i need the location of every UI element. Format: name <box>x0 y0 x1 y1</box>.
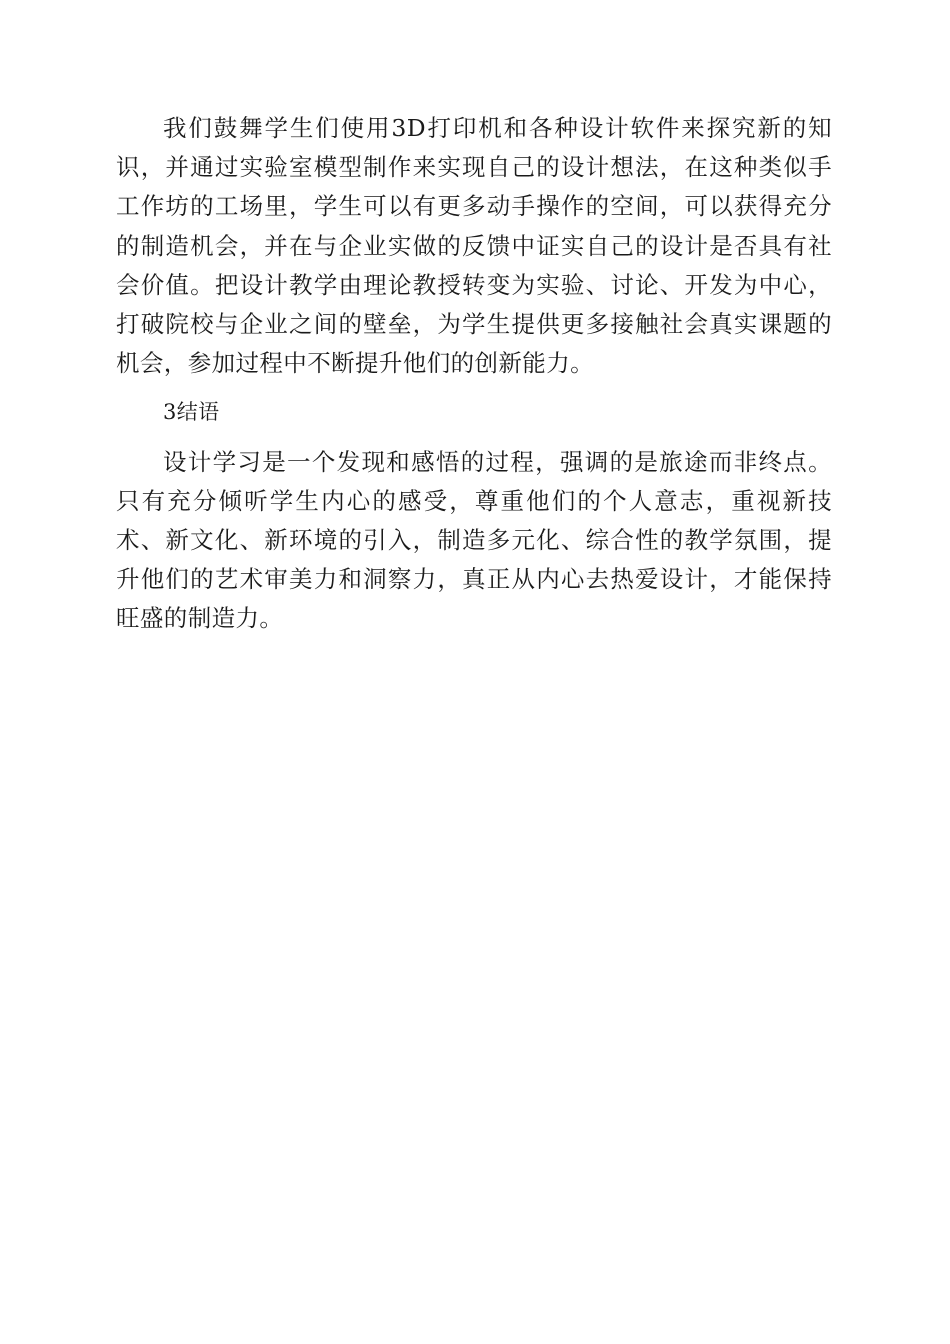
body-paragraph: 设计学习是一个发现和感悟的过程，强调的是旅途而非终点。只有充分倾听学生内心的感受，尊重他们的个人意志，重视新技术、新文化、新环境的引入，制造多元化、综合性的教学氛围，提升他们的艺术审美力和洞察力，真正从内心去热爱设计，才能保持旺盛的制造力。 <box>116 447 832 633</box>
section-heading: 3结语 <box>163 400 220 425</box>
document-body <box>116 109 832 639</box>
body-paragraph: 我们鼓舞学生们使用3D打印机和各种设计软件来探究新的知识，并通过实验室模型制作来实现自己的设计想法，在这种类似手工作坊的工场里，学生可以有更多动手操作的空间，可以获得充分的制造机会，并在与企业实做的反馈中证实自己的设计是否具有社会价值。把设计教学由理论教授转变为实验、讨论、开发为中心，打破院校与企业之间的壁垒，为学生提供更多接触社会真实课题的机会，参加过程中不断提升他们的创新能力。 <box>116 114 832 378</box>
